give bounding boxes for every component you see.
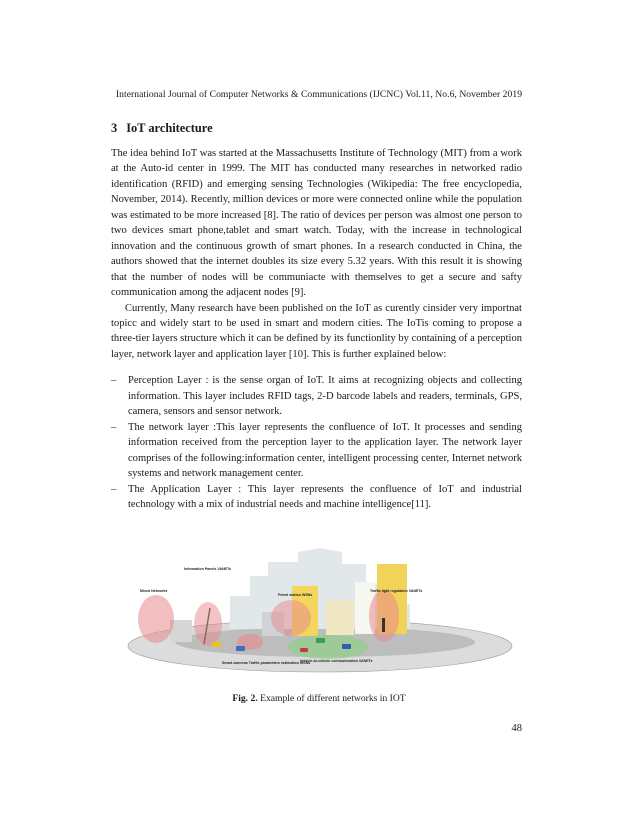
petrol-station-zone <box>271 600 311 636</box>
list-item-application <box>111 482 522 513</box>
figure-caption <box>0 693 638 704</box>
bullet-dash: – <box>111 375 117 387</box>
section-number: 3 <box>111 121 118 135</box>
list-item-perception <box>111 373 522 419</box>
layer-list <box>111 373 522 512</box>
iot-city-illustration <box>120 534 518 684</box>
building-cream <box>326 600 354 635</box>
page-number: 48 <box>511 723 522 734</box>
running-header: International Journal of Computer Networks & Communications (IJCNC) Vol.11, No.6, November 2019 <box>115 89 523 100</box>
traffic-light <box>382 618 385 632</box>
bullet-dash: – <box>111 483 117 495</box>
car-yellow <box>212 642 221 647</box>
petrol-station-label: Petrol station WSNs <box>278 593 313 597</box>
mixed-networks-label: Mixed Networks <box>140 589 168 593</box>
iot-networks-figure <box>120 534 518 684</box>
figure-caption-label: Fig. 2. <box>232 693 258 704</box>
paragraph-2: Currently, Many research have been published on the IoT as curently cinsider very importnat topicc and widely start to be used in smart and modern cities. The IoTis coming to propose a three-tier layers structure which it can be defined by its functionlity by containing of a perception layer, network layer and application layer [10]. This is further explained below: <box>111 302 522 360</box>
section-title: IoT architecture <box>126 121 213 135</box>
traffic-light-zone <box>369 590 399 642</box>
information-panels-label: Information Panels VANETs <box>184 567 231 571</box>
figure-caption-text: Example of different networks in IOT <box>260 693 406 704</box>
info-panel-zone <box>194 602 222 646</box>
v2v-zone <box>288 635 368 659</box>
list-item-text: The network layer :This layer represents the confluence of IoT. It processes and sending information received from the perception layer to the application layer. The network layer comprises of the following:information center, intelligent processing center, Internet network systems and network management center. <box>128 421 522 480</box>
smart-cameras-label: Smart cameras Traffic parameters estimation WSNs <box>222 661 311 665</box>
car-green <box>316 638 325 643</box>
mixed-network-zone <box>138 595 174 643</box>
list-item-text: The Application Layer : This layer represents the confluence of IoT and industrial technology with a mix of industrial needs and machine intelligence[11]. <box>128 483 522 510</box>
list-item-network <box>111 420 522 482</box>
car-blue-right <box>342 644 351 649</box>
list-item-text: Perception Layer : is the sense organ of IoT. It aims at recognizing objects and collecting information. This layer includes RFID tags, 2-D barcode labels and readers, terminals, GPS, camera, sensors and sensor network. <box>128 375 522 418</box>
car-blue <box>236 646 245 651</box>
paragraph-1: The idea behind IoT was started at the Massachusetts Institute of Technology (MIT) from a work at the Auto-id center in 1999. The MIT has conducted many researches in networked radio identification (RFID) and emerging sensing Technologies (Wikipedia: The free encyclopedia, November, 2014). Recently, million devices or more were connected online while the population was estimated to be more increased [8]. The ratio of devices per person was almost one person to two devices smart phone,tablet and smart watch. Today, with the increase in technological innovation and the continuous growth of smart phones. In a research conducted in China, the authors showed that the internet doubles its size every 5.32 years. With this result it is showing that the number of nodes will be communiacte with themselves to get a secure and safty communication among the adjacent nodes [9]. <box>111 148 522 299</box>
traffic-light-label: Traffic light regulation VANETs <box>370 589 423 593</box>
body-text <box>111 146 522 512</box>
v2v-label: Vehicle-to-vehicle communication VANETs <box>300 659 373 663</box>
bullet-dash: – <box>111 421 117 433</box>
section-heading <box>111 121 213 136</box>
car-red <box>300 648 308 652</box>
